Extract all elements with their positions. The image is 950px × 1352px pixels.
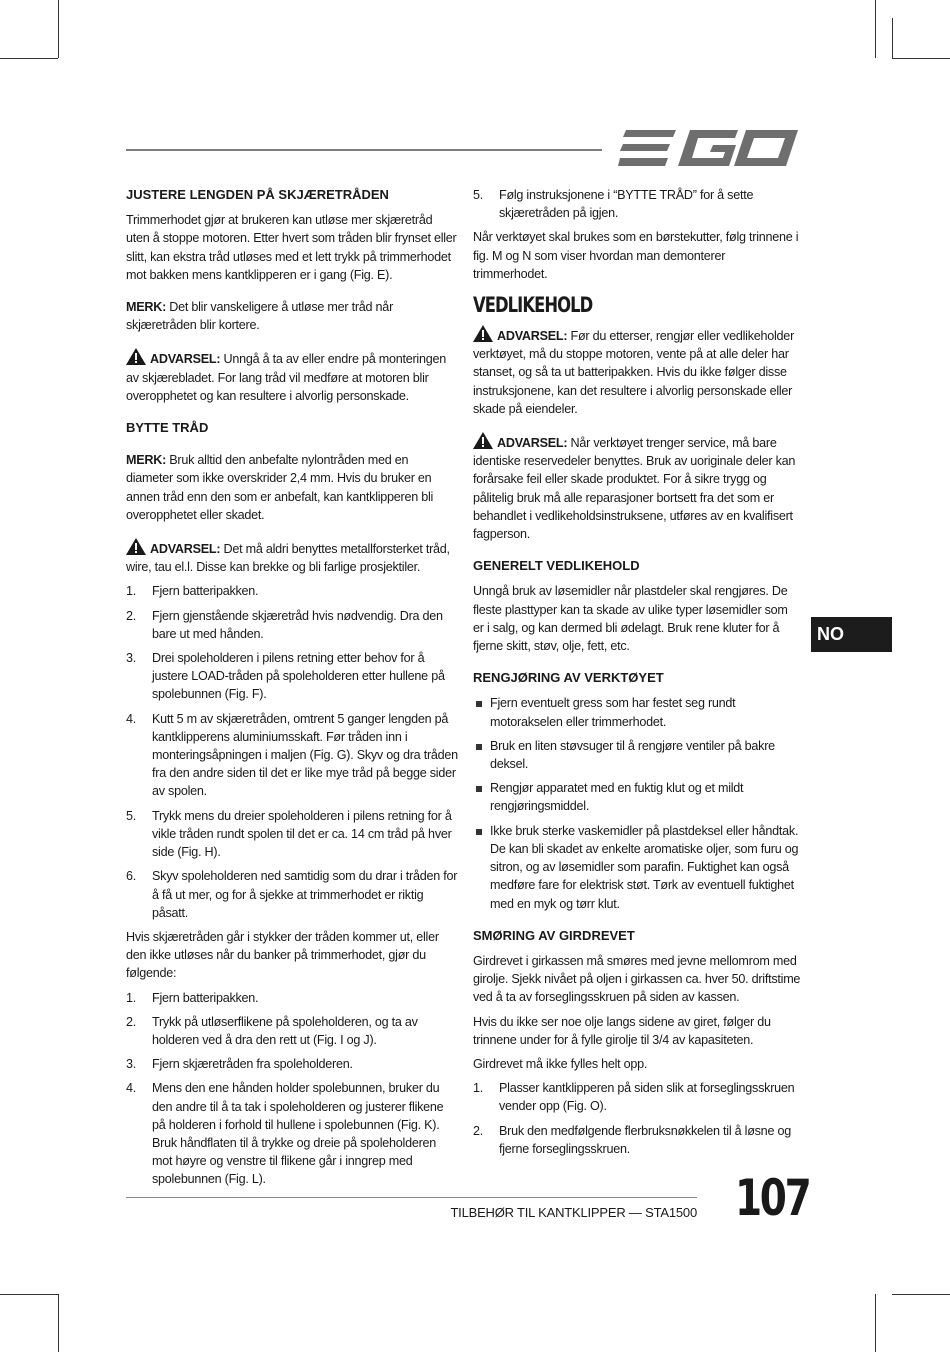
crop-mark [875, 0, 876, 58]
heading-general-maintenance: GENERELT VEDLIKEHOLD [473, 558, 640, 574]
crop-mark [58, 0, 59, 58]
list-item: 4. Kutt 5 m av skjæretråden, omtrent 5 ganger lengden på kantklipperens aluminiumsskaft. Før tråden inn i monteringsåpningen i maljen (Fig. G). Skyv og dra tråden fra den andre siden til det er like mye tråd på begge sider av spolen. [126, 711, 458, 799]
list-item: 5. Følg instruksjonene i “BYTTE TRÅD” for å sette skjæretråden på igjen. [473, 188, 754, 221]
paragraph-lubrication-1: Girdrevet i girkassen må smøres med jevne mellomrom med girolje. Sjekk nivået på oljen i girkassen ca. hver 50. driftstime ved å ta av forseglingsskruen på siden av kassen. [473, 953, 801, 1005]
warning-4 [473, 432, 801, 543]
heading-adjust-length: JUSTERE LENGDEN PÅ SKJÆRETRÅDEN [126, 187, 389, 202]
footer-title: TILBEHØR TIL KANTKLIPPER — STA1500 [450, 1205, 697, 1220]
list-item: Bruk en liten støvsuger til å rengjøre ventiler på bakre deksel. [473, 737, 801, 773]
list-item: 6. Skyv spoleholderen ned samtidig som du drar i tråden for å få ut mer, og for å sjekke at trimmerhodet er riktig påsatt. [126, 869, 458, 920]
note-label: MERK: [126, 300, 167, 315]
list-item: 4. Mens den ene hånden holder spolebunnen, bruker du den andre til å ta tak i spoleholderen og justerer flikene på holderen i forhold til hullene i spolebunnen (Fig. K). Bruk håndflaten til å trykke og dreie på spoleholderen mot høyre og venstre til flikene går i inngrep med spolebunnen (Fig. L). [126, 1081, 444, 1187]
note-label: MERK: [126, 453, 167, 468]
crop-mark [892, 1294, 950, 1295]
paragraph-line-breaks: Hvis skjæretråden går i stykker der tråden kommer ut, eller den ikke utløses når du banker på trimmerhodet, gjør du følgende: [126, 929, 439, 981]
crop-mark [0, 1294, 58, 1295]
heading-replace-line: BYTTE TRÅD [126, 420, 209, 436]
list-item: 5. Trykk mens du dreier spoleholderen i pilens retning for å vikle tråden rundt spolen til det er ca. 14 cm tråd på hver side (Fig. H). [126, 808, 452, 860]
warning-triangle-icon [126, 348, 146, 365]
footer-rule [126, 1197, 697, 1198]
right-column [473, 186, 801, 1164]
list-item: 1. Fjern batteripakken. [126, 584, 259, 599]
warning-text: Det må aldri benyttes metallforsterket tråd, wire, tau el.l. Disse kan brekke og bli farlige prosjektiler. [126, 542, 450, 575]
list-item: 3. Drei spoleholderen i pilens retning etter behov for å justere LOAD-tråden på spoleholderen etter hullene på spolebunnen (Fig. F). [126, 651, 445, 702]
cleaning-list [473, 694, 801, 912]
crop-mark [875, 1294, 876, 1352]
list-item: Fjern eventuelt gress som har festet seg rundt motorakselen eller trimmerhodet. [473, 694, 801, 730]
heading-gear-lubrication: SMØRING AV GIRDREVET [473, 927, 635, 943]
list-item: 3. Fjern skjæretråden fra spoleholderen. [126, 1057, 353, 1072]
list-item: 2. Bruk den medfølgende flerbruksnøkkelen til å løsne og fjerne forseglingsskruen. [473, 1123, 791, 1156]
note-text: Bruk alltid den anbefalte nylontråden med en diameter som ikke overskrider 2,4 mm. Hvis du bruker en annen tråd enn den som er anbefalt, kan kantklipperen bli overopphetet eller skadet. [126, 453, 434, 522]
warning-text: Når verktøyet trenger service, må bare identiske reservedeler benyttes. Bruk av uoriginale deler kan forårsake feil eller skade produktet. For å sikre trygg og pålitelig bruk må alle reparasjoner bortsett fra det som er behandlet i vedlikeholdsinstruksene, utføres av en kvalifisert fagperson. [473, 436, 796, 542]
list-item: Ikke bruk sterke vaskemidler på plastdeksel eller håndtak. De kan bli skadet av enkelte aromatiske oljer, som furu og sitron, og av løsemidler som parafin. Fuktighet kan også medføre fare for elektrisk støt. Tørk av eventuell fuktighet med en myk og tørr klut. [473, 822, 801, 913]
note-text: Det blir vanskeligere å utløse mer tråd når skjæretråden blir kortere. [126, 300, 394, 333]
page-number: 107 [735, 1169, 810, 1227]
replace-line-steps [126, 582, 458, 921]
list-item: 2. Trykk på utløserflikene på spoleholderen, og ta av holderen ved å dra den rett ut (Fig. I og J). [126, 1014, 418, 1047]
warning-label: ADVARSEL: [497, 436, 568, 451]
warning-label: ADVARSEL: [150, 542, 221, 557]
heading-cleaning: RENGJØRING AV VERKTØYET [473, 670, 664, 686]
list-item: 1. Plasser kantklipperen på siden slik at forseglingsskruen vender opp (Fig. O). [473, 1081, 795, 1114]
warning-triangle-icon [473, 325, 493, 342]
remove-holder-steps [126, 989, 458, 1189]
warning-triangle-icon [126, 538, 146, 555]
language-badge: NO [811, 617, 892, 652]
warning-3 [473, 325, 801, 418]
paragraph-general-maintenance: Unngå bruk av løsemidler når plastdeler skal rengjøres. De fleste plasttyper kan ta skade av ulike typer løsemidler som er i salg, og kan dermed bli ødelagt. Bruk rene kluter for å fjerne skitt, støv, olje, fett, etc. [473, 584, 788, 654]
warning-label: ADVARSEL: [150, 352, 221, 367]
list-item: 1. Fjern batteripakken. [126, 990, 259, 1005]
paragraph-lubrication-3: Girdrevet må ikke fylles helt opp. [473, 1056, 648, 1071]
warning-text: Før du etterser, rengjør eller vedlikeholder verktøyet, må du stoppe motoren, vente på at alle deler har stanset, og så ta ut batteripakken. Hvis du ikke følger disse instruksjonene, kan det resultere i alvorlig personskade eller skade på eiendeler. [473, 329, 795, 416]
heading-maintenance: VEDLIKEHOLD [473, 293, 593, 318]
header-rule [126, 149, 602, 151]
continued-steps [473, 186, 801, 222]
warning-text: Unngå å ta av eller endre på monteringen av skjærebladet. For lang tråd vil medføre at motoren blir overopphetet og kan resultere i alvorlig personskade. [126, 352, 446, 403]
note-merk-1 [126, 298, 458, 334]
ego-logo [618, 128, 800, 168]
paragraph-brushcutter: Når verktøyet skal brukes som en børstekutter, følg trinnene i fig. M og N som viser hvordan man demonterer trimmerhodet. [473, 230, 799, 281]
warning-label: ADVARSEL: [497, 329, 568, 344]
note-merk-2 [126, 451, 458, 524]
lubrication-steps [473, 1079, 801, 1158]
paragraph-adjust-length: Trimmerhodet gjør at brukeren kan utløse mer skjæretråd uten å stoppe motoren. Etter hvert som tråden blir frynset eller slitt, kan ekstra tråd utløses med et lett trykk på trimmerhodet mot bakken mens kantklipperen er i gang (Fig. E). [126, 213, 457, 282]
crop-mark [58, 1294, 59, 1352]
crop-mark [892, 58, 950, 59]
warning-2 [126, 538, 458, 576]
list-item: 2. Fjern gjenstående skjæretråd hvis nødvendig. Dra den bare ut med hånden. [126, 608, 443, 641]
crop-mark [892, 18, 893, 58]
list-item: Rengjør apparatet med en fuktig klut og et mildt rengjøringsmiddel. [473, 779, 801, 815]
paragraph-lubrication-2: Hvis du ikke ser noe olje langs sidene av giret, følger du trinnene under for å fylle girolje til 3/4 av kapasiteten. [473, 1014, 771, 1047]
warning-1 [126, 348, 458, 405]
left-column [126, 186, 458, 1195]
crop-mark [0, 58, 58, 59]
warning-triangle-icon [473, 432, 493, 449]
